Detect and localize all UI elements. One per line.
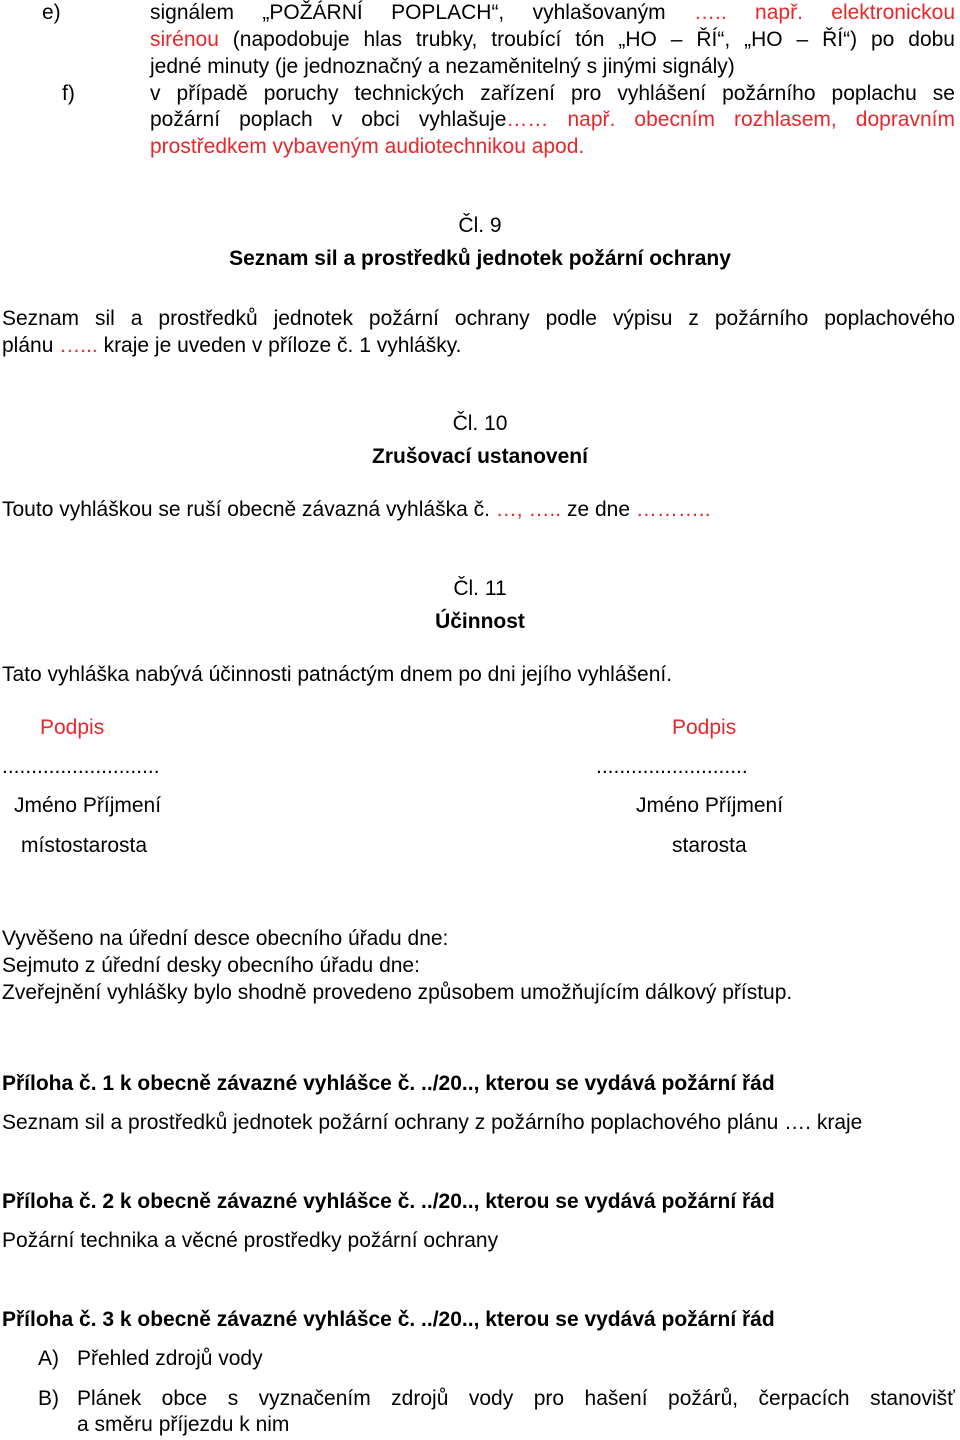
list-e-placeholder: ….. např. elektronickou bbox=[694, 1, 955, 24]
article9-text: plánu bbox=[2, 334, 60, 357]
article10-text-date-label: ze dne bbox=[561, 498, 636, 521]
annex3-item-b-line1: Plánek obce s vyznačením zdrojů vody pro hašení požárů, čerpacích stanovišť bbox=[77, 1387, 955, 1410]
article9-text-line2 bbox=[2, 333, 462, 359]
list-f-placeholder: …… např. obecním rozhlasem, dopravním bbox=[506, 108, 955, 131]
article9-number: Čl. 9 bbox=[458, 214, 502, 237]
signature-right-name: Jméno Příjmení bbox=[636, 794, 784, 817]
annex2-title: Příloha č. 2 k obecně závazné vyhlášce č. ../20.., kterou se vydává požární řád bbox=[2, 1190, 775, 1213]
list-f-line2 bbox=[150, 107, 955, 133]
annex3-item-b-line2: a směru příjezdu k nim bbox=[77, 1413, 290, 1436]
removed-line: Sejmuto z úřední desky obecního úřadu dne: bbox=[2, 954, 420, 977]
signature-left-label: Podpis bbox=[40, 716, 105, 739]
article11-title: Účinnost bbox=[435, 610, 525, 633]
annex3-item-b-marker: B) bbox=[38, 1387, 59, 1410]
posted-line: Vyvěšeno na úřední desce obecního úřadu dne: bbox=[2, 927, 449, 950]
signature-right-line: .......................... bbox=[596, 755, 748, 778]
list-e-text: signálem „POŽÁRNÍ POPLACH“, vyhlašovaným bbox=[150, 1, 695, 24]
article11-text: Tato vyhláška nabývá účinnosti patnáctým dnem po dni jejího vyhlášení. bbox=[2, 663, 673, 686]
annex3-title: Příloha č. 3 k obecně závazné vyhlášce č. ../20.., kterou se vydává požární řád bbox=[2, 1308, 775, 1331]
signature-left-name: Jméno Příjmení bbox=[14, 794, 162, 817]
article11-number: Čl. 11 bbox=[453, 577, 507, 600]
article10-text bbox=[2, 497, 711, 523]
annex3-item-a-marker: A) bbox=[38, 1347, 59, 1370]
list-e-placeholder-siren: sirénou bbox=[150, 28, 219, 51]
article9-title: Seznam sil a prostředků jednotek požární ochrany bbox=[229, 247, 731, 270]
article9-placeholder: …... bbox=[59, 334, 98, 357]
list-f-line3: prostředkem vybaveným audiotechnikou apod. bbox=[150, 135, 585, 158]
list-e-line3: jedné minuty (je jednoznačný a nezaměnitelný s jinými signály) bbox=[150, 55, 735, 78]
list-f-text: požární poplach v obci vyhlašuje bbox=[150, 108, 507, 131]
list-e-line1 bbox=[150, 0, 955, 26]
list-marker-e: e) bbox=[42, 1, 61, 24]
article10-placeholder-number: …, ….. bbox=[495, 498, 562, 521]
list-e-text-2: (napodobuje hlas trubky, troubící tón „HO – ŘÍ“, „HO – ŘÍ“) po dobu bbox=[218, 28, 955, 51]
signature-right-label: Podpis bbox=[672, 716, 737, 739]
signature-left-line: ........................... bbox=[2, 755, 160, 778]
article10-placeholder-date: ……….. bbox=[635, 498, 711, 521]
article9-text-line1: Seznam sil a prostředků jednotek požární ochrany podle výpisu z požárního poplachového bbox=[2, 307, 955, 330]
annex3-item-a-text: Přehled zdrojů vody bbox=[77, 1347, 263, 1370]
annex1-text: Seznam sil a prostředků jednotek požární ochrany z požárního poplachového plánu …. kraje bbox=[2, 1111, 863, 1134]
article9-text-rest: kraje je uveden v příloze č. 1 vyhlášky. bbox=[97, 334, 462, 357]
publication-line: Zveřejnění vyhlášky bylo shodně provedeno způsobem umožňujícím dálkový přístup. bbox=[2, 981, 793, 1004]
signature-right-role: starosta bbox=[672, 834, 747, 857]
list-f-line1: v případě poruchy technických zařízení pro vyhlášení požárního poplachu se bbox=[150, 82, 955, 105]
list-e-line2 bbox=[150, 27, 955, 53]
article10-title: Zrušovací ustanovení bbox=[372, 445, 588, 468]
annex1-title: Příloha č. 1 k obecně závazné vyhlášce č. ../20.., kterou se vydává požární řád bbox=[2, 1072, 775, 1095]
article10-number: Čl. 10 bbox=[452, 412, 508, 435]
annex2-text: Požární technika a věcné prostředky požární ochrany bbox=[2, 1229, 499, 1252]
signature-left-role: místostarosta bbox=[21, 834, 148, 857]
list-marker-f: f) bbox=[62, 82, 75, 105]
article10-text-main: Touto vyhláškou se ruší obecně závazná vyhláška č. bbox=[2, 498, 496, 521]
